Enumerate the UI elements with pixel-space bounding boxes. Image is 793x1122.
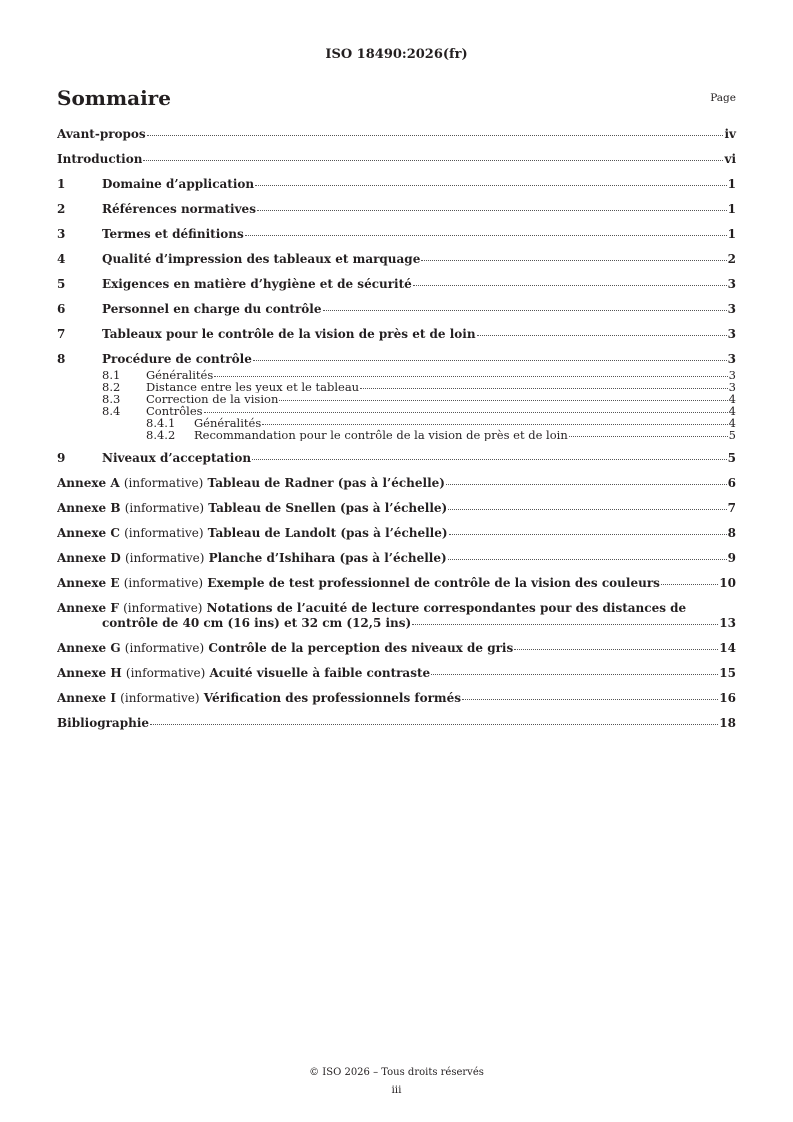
toc-entry-number: 1 xyxy=(57,177,66,191)
toc-entry-page: 13 xyxy=(719,616,736,630)
toc-annex-h[interactable] xyxy=(57,666,736,681)
dot-leader xyxy=(262,423,727,425)
annex-label: Annexe F xyxy=(57,601,119,615)
document-id: ISO 18490:2026(fr) xyxy=(325,47,468,62)
toc-title: Sommaire xyxy=(57,86,171,110)
dot-leader xyxy=(462,698,718,700)
annex-title: Planche d’Ishihara (pas à l’échelle) xyxy=(208,551,447,565)
dot-leader xyxy=(514,648,718,650)
toc-entry-title: Introduction xyxy=(57,152,143,166)
annex-title-continued: contrôle de 40 cm (16 ins) et 32 cm (12,5 ins) xyxy=(102,616,412,630)
toc-entry-page: 4 xyxy=(728,404,736,418)
toc-entry-page: 1 xyxy=(727,227,736,241)
annex-type: (informative) xyxy=(124,641,205,655)
annex-label: Annexe G xyxy=(57,641,121,655)
dot-leader xyxy=(150,723,718,725)
annex-title: Contrôle de la perception des niveaux de gris xyxy=(208,641,514,655)
toc-entry-title: Références normatives xyxy=(102,202,256,216)
toc-entry-number: 6 xyxy=(57,302,66,316)
toc-entry-page: 3 xyxy=(728,380,736,394)
annex-type: (informative) xyxy=(123,601,203,615)
toc-entry-number: 8 xyxy=(57,352,66,366)
annex-label: Annexe I xyxy=(57,691,116,705)
toc-entry-number: 5 xyxy=(57,277,66,291)
toc-annex-e[interactable] xyxy=(57,576,736,591)
annex-title: Tableau de Snellen (pas à l’échelle) xyxy=(208,501,448,515)
annex-label: Annexe H xyxy=(57,666,122,680)
toc-annex-b[interactable] xyxy=(57,501,736,516)
dot-leader xyxy=(477,334,727,336)
dot-leader xyxy=(448,558,727,560)
dot-leader xyxy=(446,483,727,485)
annex-type: (informative) xyxy=(124,551,205,565)
toc-entry-title: Correction de la vision xyxy=(146,393,279,405)
annex-label: Annexe E xyxy=(57,576,120,590)
toc-entry-introduction[interactable] xyxy=(57,152,736,167)
dot-leader xyxy=(412,623,718,625)
dot-leader xyxy=(252,458,727,460)
annex-title: Notations de l’acuité de lecture correspondantes pour des distances de xyxy=(206,601,687,615)
annex-type: (informative) xyxy=(120,691,200,705)
dot-leader xyxy=(448,508,726,510)
toc-entry-4[interactable] xyxy=(57,252,736,267)
toc-entry-title: Distance entre les yeux et le tableau xyxy=(146,381,360,393)
dot-leader xyxy=(449,533,727,535)
toc-entry-page: 3 xyxy=(727,352,736,366)
toc-entry-page: 8 xyxy=(727,526,736,540)
toc-entry-page: 16 xyxy=(719,691,736,705)
toc-entry-title: Généralités xyxy=(146,369,214,381)
toc-entry-8[interactable] xyxy=(57,352,736,367)
toc-entry-title: Procédure de contrôle xyxy=(102,352,252,366)
toc-entry-page: 4 xyxy=(728,416,736,430)
toc-entry-title: Personnel en charge du contrôle xyxy=(102,302,322,316)
page-number: iii xyxy=(391,1084,402,1096)
toc-entry-8-4-2[interactable] xyxy=(57,429,736,441)
dot-leader xyxy=(413,284,727,286)
toc-entry-8-3[interactable] xyxy=(57,393,736,405)
toc-annex-c[interactable] xyxy=(57,526,736,541)
dot-leader xyxy=(569,435,728,437)
annex-title: Tableau de Landolt (pas à l’échelle) xyxy=(207,526,448,540)
toc-entry-number: 8.3 xyxy=(102,392,121,406)
annex-type: (informative) xyxy=(124,526,204,540)
toc-entry-title: Bibliographie xyxy=(57,716,150,730)
dot-leader xyxy=(255,184,727,186)
table-of-contents xyxy=(57,127,736,731)
annex-label: Annexe C xyxy=(57,526,120,540)
toc-entry-page: 15 xyxy=(719,666,736,680)
copyright-notice: © ISO 2026 – Tous droits réservés xyxy=(309,1067,484,1078)
annex-type: (informative) xyxy=(125,666,206,680)
toc-annex-i[interactable] xyxy=(57,691,736,706)
toc-entry-6[interactable] xyxy=(57,302,736,317)
toc-entry-1[interactable] xyxy=(57,177,736,192)
dot-leader xyxy=(147,134,724,136)
dot-leader xyxy=(253,359,727,361)
toc-entry-number: 9 xyxy=(57,451,66,465)
toc-entry-foreword[interactable] xyxy=(57,127,736,142)
toc-entry-title: Contrôles xyxy=(146,405,203,417)
dot-leader xyxy=(204,411,728,413)
toc-entry-number: 7 xyxy=(57,327,66,341)
toc-entry-page: 4 xyxy=(728,392,736,406)
toc-entry-number: 8.4.2 xyxy=(146,428,176,442)
toc-entry-8-2[interactable] xyxy=(57,381,736,393)
toc-entry-title: Niveaux d’acceptation xyxy=(102,451,252,465)
toc-entry-title: Termes et définitions xyxy=(102,227,244,241)
toc-entry-page: vi xyxy=(724,152,736,166)
dot-leader xyxy=(431,673,718,675)
toc-entry-3[interactable] xyxy=(57,227,736,242)
toc-entry-title: Tableaux pour le contrôle de la vision de près et de loin xyxy=(102,327,476,341)
dot-leader xyxy=(143,159,723,161)
toc-entry-page: iv xyxy=(724,127,736,141)
toc-entry-number: 2 xyxy=(57,202,66,216)
page-column-label: Page xyxy=(710,92,736,104)
toc-entry-8-1[interactable] xyxy=(57,369,736,381)
toc-entry-page: 1 xyxy=(727,177,736,191)
annex-label: Annexe D xyxy=(57,551,121,565)
annex-type: (informative) xyxy=(123,476,204,490)
annex-title: Acuité visuelle à faible contraste xyxy=(209,666,431,680)
toc-entry-page: 7 xyxy=(727,501,736,515)
toc-entry-number: 8.4 xyxy=(102,404,121,418)
toc-entry-number: 4 xyxy=(57,252,66,266)
toc-entry-title: Qualité d’impression des tableaux et marquage xyxy=(102,252,421,266)
dot-leader xyxy=(279,399,727,401)
toc-entry-number: 8.4.1 xyxy=(146,416,176,430)
toc-entry-page: 5 xyxy=(728,428,736,442)
toc-annex-d[interactable] xyxy=(57,551,736,566)
toc-entry-9[interactable] xyxy=(57,451,736,466)
dot-leader xyxy=(661,583,718,585)
toc-annex-g[interactable] xyxy=(57,641,736,656)
toc-entry-page: 18 xyxy=(719,716,736,730)
toc-entry-page: 3 xyxy=(727,277,736,291)
annex-title: Tableau de Radner (pas à l’échelle) xyxy=(207,476,445,490)
dot-leader xyxy=(257,209,727,211)
dot-leader xyxy=(360,387,728,389)
toc-entry-number: 3 xyxy=(57,227,66,241)
toc-entry-page: 9 xyxy=(727,551,736,565)
toc-annex-a[interactable] xyxy=(57,476,736,491)
dot-leader xyxy=(214,375,727,377)
dot-leader xyxy=(245,234,727,236)
annex-type: (informative) xyxy=(124,501,205,515)
toc-entry-5[interactable] xyxy=(57,277,736,292)
toc-entry-page: 2 xyxy=(727,252,736,266)
toc-entry-title: Exigences en matière d’hygiène et de sécurité xyxy=(102,277,412,291)
toc-entry-number: 8.1 xyxy=(102,368,121,382)
toc-entry-page: 5 xyxy=(727,451,736,465)
annex-label: Annexe B xyxy=(57,501,121,515)
toc-entry-page: 14 xyxy=(719,641,736,655)
annex-type: (informative) xyxy=(123,576,204,590)
toc-entry-title: Avant-propos xyxy=(57,127,146,141)
dot-leader xyxy=(421,259,726,261)
toc-entry-2[interactable] xyxy=(57,202,736,217)
toc-entry-bibliography[interactable] xyxy=(57,716,736,731)
toc-entry-7[interactable] xyxy=(57,327,736,342)
toc-entry-title: Recommandation pour le contrôle de la vision de près et de loin xyxy=(194,429,568,441)
toc-annex-f[interactable] xyxy=(57,601,736,631)
toc-entry-title: Généralités xyxy=(194,417,262,429)
annex-title: Vérification des professionnels formés xyxy=(203,691,462,705)
annex-label: Annexe A xyxy=(57,476,120,490)
dot-leader xyxy=(323,309,727,311)
toc-entry-number: 8.2 xyxy=(102,380,121,394)
toc-entry-page: 1 xyxy=(727,202,736,216)
toc-entry-page: 10 xyxy=(719,576,736,590)
toc-entry-page: 3 xyxy=(727,327,736,341)
annex-title: Exemple de test professionnel de contrôle de la vision des couleurs xyxy=(207,576,660,590)
toc-entry-page: 3 xyxy=(727,302,736,316)
toc-entry-title: Domaine d’application xyxy=(102,177,255,191)
toc-entry-page: 3 xyxy=(728,368,736,382)
toc-entry-page: 6 xyxy=(727,476,736,490)
